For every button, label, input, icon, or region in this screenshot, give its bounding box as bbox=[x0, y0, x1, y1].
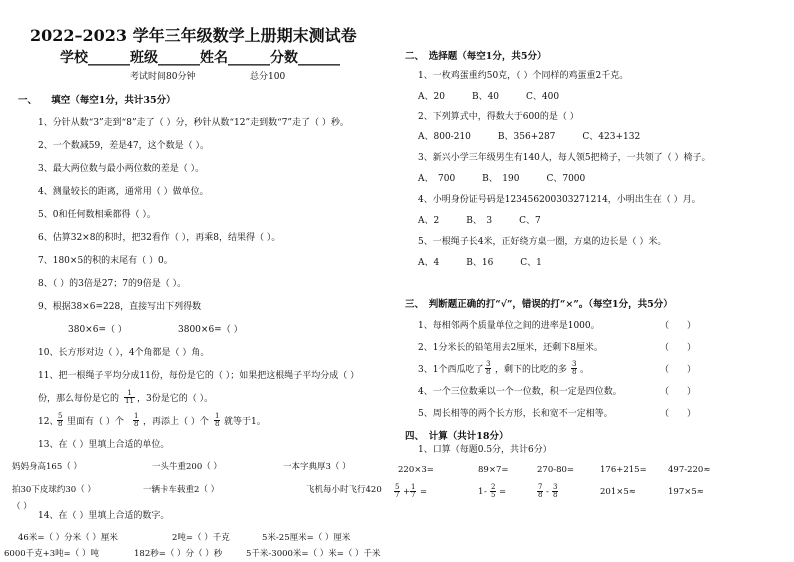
fraction-5-8: $\frac{5}{8}$ bbox=[58, 412, 63, 428]
judge-1-answer: （ ） bbox=[660, 321, 697, 331]
choice-3-options: A、 700 B、 190 C、7000 bbox=[418, 174, 586, 184]
question-10: 10、长方形对边（ ），4个角都是（ ）角。 bbox=[38, 348, 210, 358]
total-score: 总分100 bbox=[250, 72, 286, 82]
judge-2-answer: （ ） bbox=[660, 343, 697, 353]
question-2: 2、一个数减59，差是47，这个数是（ ）。 bbox=[38, 141, 209, 151]
minus-sign-a: - bbox=[484, 487, 487, 497]
question-12-part-b: 里面有（ ）个 bbox=[67, 417, 124, 427]
q13-item-truck: 一辆卡车载重2（ ） bbox=[143, 485, 220, 495]
q13-item-ball: 拍30下皮球约30（ ） bbox=[12, 485, 96, 495]
student-info-line: 学校______班级______姓名______分数______ bbox=[60, 50, 340, 66]
section-2-title: 二、 选择题（每空1分，共5分） bbox=[405, 51, 547, 62]
fraction-1-8-b: $\frac{1}{8}$ bbox=[215, 412, 220, 428]
fraction-1-8-a: $\frac{1}{8}$ bbox=[134, 412, 139, 428]
question-11: 11、把一根绳子平均分成11份，每份是它的（ ）；如果把这根绳子平均分成（ ） bbox=[38, 371, 360, 381]
calc-2: 89×7= bbox=[478, 465, 509, 475]
calc-subtitle: 1、口算（每题0.5分，共计6分） bbox=[418, 445, 552, 455]
q14-item-3: 5米-25厘米=（ ）厘米 bbox=[262, 533, 351, 543]
q13-item-plane: 飞机每小时飞行420 bbox=[306, 485, 382, 495]
q14-item-1: 46米=（ ）分米（ ）厘米 bbox=[18, 533, 118, 543]
choice-2: 2、下列算式中，得数大于600的是（ ） bbox=[418, 112, 579, 122]
equals-sign-b: = bbox=[499, 487, 507, 497]
choice-5: 5、一根绳子长4米，正好绕方桌一圈，方桌的边长是（ ）米。 bbox=[418, 237, 667, 247]
fraction-3-8-a: $\frac{3}{8}$ bbox=[486, 360, 491, 376]
choice-1-options: A、20 B、40 C、400 bbox=[418, 92, 560, 102]
calc-one: 1 bbox=[478, 487, 484, 497]
judge-3-answer: （ ） bbox=[660, 365, 697, 375]
equals-sign-a: = bbox=[420, 487, 428, 497]
choice-4: 4、小明身份证号码是123456200303271214，小明出生在（ ）月。 bbox=[418, 195, 701, 205]
question-5: 5、0和任何数相乘都得（ ）。 bbox=[38, 210, 156, 220]
question-11-cont: 份，那么每份是它的 bbox=[38, 394, 120, 404]
question-8: 8、（ ）的3倍是27；7的9倍是（ ）。 bbox=[38, 279, 187, 289]
calc-1: 220×3= bbox=[398, 465, 434, 475]
plus-sign: + bbox=[403, 487, 411, 497]
q13-item-dictionary: 一本字典厚3（ ） bbox=[283, 462, 351, 472]
judge-4-answer: （ ） bbox=[660, 387, 697, 397]
question-7: 7、180×5的积的末尾有（ ）0。 bbox=[38, 256, 173, 266]
question-12-label: 12、 bbox=[38, 417, 59, 427]
judge-4: 4、一个三位数乘以一个一位数，积一定是四位数。 bbox=[418, 387, 622, 397]
fraction-7-8: $\frac{7}{8}$ bbox=[538, 483, 543, 499]
page-title: 2022–2023 学年三年级数学上册期末测试卷 bbox=[30, 26, 357, 45]
q14-item-2: 2吨=（ ）千克 bbox=[172, 533, 230, 543]
choice-3: 3、新兴小学三年级男生有140人，每人领5把椅子，一共领了（ ）椅子。 bbox=[418, 153, 711, 163]
question-14: 14、在（ ）里填上合适的数字。 bbox=[38, 511, 170, 521]
exam-time: 考试时间80分钟 bbox=[130, 72, 196, 82]
question-9b: 3800×6=（ ） bbox=[178, 325, 243, 335]
judge-5: 5、周长相等的两个长方形，长和宽不一定相等。 bbox=[418, 409, 613, 419]
calc-10: 197×5≈ bbox=[668, 487, 704, 497]
question-11-end: ，3份是它的（ ）。 bbox=[137, 394, 214, 404]
q14-item-6: 5千米-3000米=（ ）米=（ ）千米 bbox=[246, 549, 381, 559]
fraction-3-8-c: $\frac{3}{8}$ bbox=[553, 483, 558, 499]
calc-4: 176+215= bbox=[600, 465, 647, 475]
fraction-2-5: $\frac{2}{5}$ bbox=[491, 483, 496, 499]
judge-3-part-a: 3、1个西瓜吃了 bbox=[418, 365, 484, 375]
section-4-title: 四、 计算（共计18分） bbox=[405, 431, 509, 442]
choice-5-options: A、4 B、16 C、1 bbox=[418, 258, 542, 268]
question-6: 6、估算32×8的积时，把32看作（ ），再乘8，结果得（ ）。 bbox=[38, 233, 281, 243]
choice-4-options: A、2 B、 3 C、7 bbox=[418, 216, 541, 226]
judge-2: 2、1分米长的铅笔用去2厘米，还剩下8厘米。 bbox=[418, 343, 603, 353]
judge-3-end: 。 bbox=[580, 365, 590, 375]
fraction-5-7: $\frac{5}{7}$ bbox=[395, 483, 400, 499]
judge-1: 1、每相邻两个质量单位之间的进率是1000。 bbox=[418, 321, 600, 331]
fraction-3-8-b: $\frac{3}{8}$ bbox=[572, 360, 577, 376]
calc-9: 201×5≈ bbox=[600, 487, 636, 497]
fraction-1-7: $\frac{1}{7}$ bbox=[411, 483, 416, 499]
question-13: 13、在（ ）里填上合适的单位。 bbox=[38, 440, 170, 450]
section-1-title: 一、 填空（每空1分，共计35分） bbox=[18, 95, 176, 106]
question-4: 4、测量较长的距离，通常用（ ）做单位。 bbox=[38, 187, 209, 197]
choice-1: 1、一枚鸡蛋重约50克，（ ）个同样的鸡蛋重2千克。 bbox=[418, 71, 629, 81]
q13-item-cow: 一头牛重200（ ） bbox=[152, 462, 222, 472]
q14-item-4: 6000千克+3吨=（ ）吨 bbox=[4, 549, 99, 559]
question-9: 9、根据38×6=228，直接写出下列得数 bbox=[38, 302, 202, 312]
question-1: 1、分针从数“3”走到“8”走了（ ）分，秒针从数“12”走到数“7”走了（ ）秒。 bbox=[38, 118, 349, 128]
question-12-part-c: ，再添上（ ）个 bbox=[143, 417, 209, 427]
question-3: 3、最大两位数与最小两位数的差是（ ）。 bbox=[38, 164, 205, 174]
calc-5: 497-220≈ bbox=[668, 465, 711, 475]
judge-3-part-b: ，剩下的比吃的多 bbox=[495, 365, 568, 375]
minus-sign-b: - bbox=[546, 487, 549, 497]
calc-3: 270-80= bbox=[537, 465, 575, 475]
q14-item-5: 182秒=（ ）分（ ）秒 bbox=[134, 549, 223, 559]
question-9a: 380×6=（ ） bbox=[68, 325, 127, 335]
choice-2-options: A、800-210 B、356+287 C、423+132 bbox=[418, 132, 641, 142]
q13-item-height: 妈妈身高165（ ） bbox=[12, 462, 82, 472]
judge-5-answer: （ ） bbox=[660, 409, 697, 419]
fraction-1-11: $\frac{1}{11}$ bbox=[125, 389, 134, 405]
q13-item-plane-unit: （ ） bbox=[12, 502, 32, 512]
question-12-end: 就等于1。 bbox=[224, 417, 266, 427]
section-3-title: 三、 判断题正确的打“√”，错误的打“×”。（每空1分，共5分） bbox=[405, 299, 673, 310]
